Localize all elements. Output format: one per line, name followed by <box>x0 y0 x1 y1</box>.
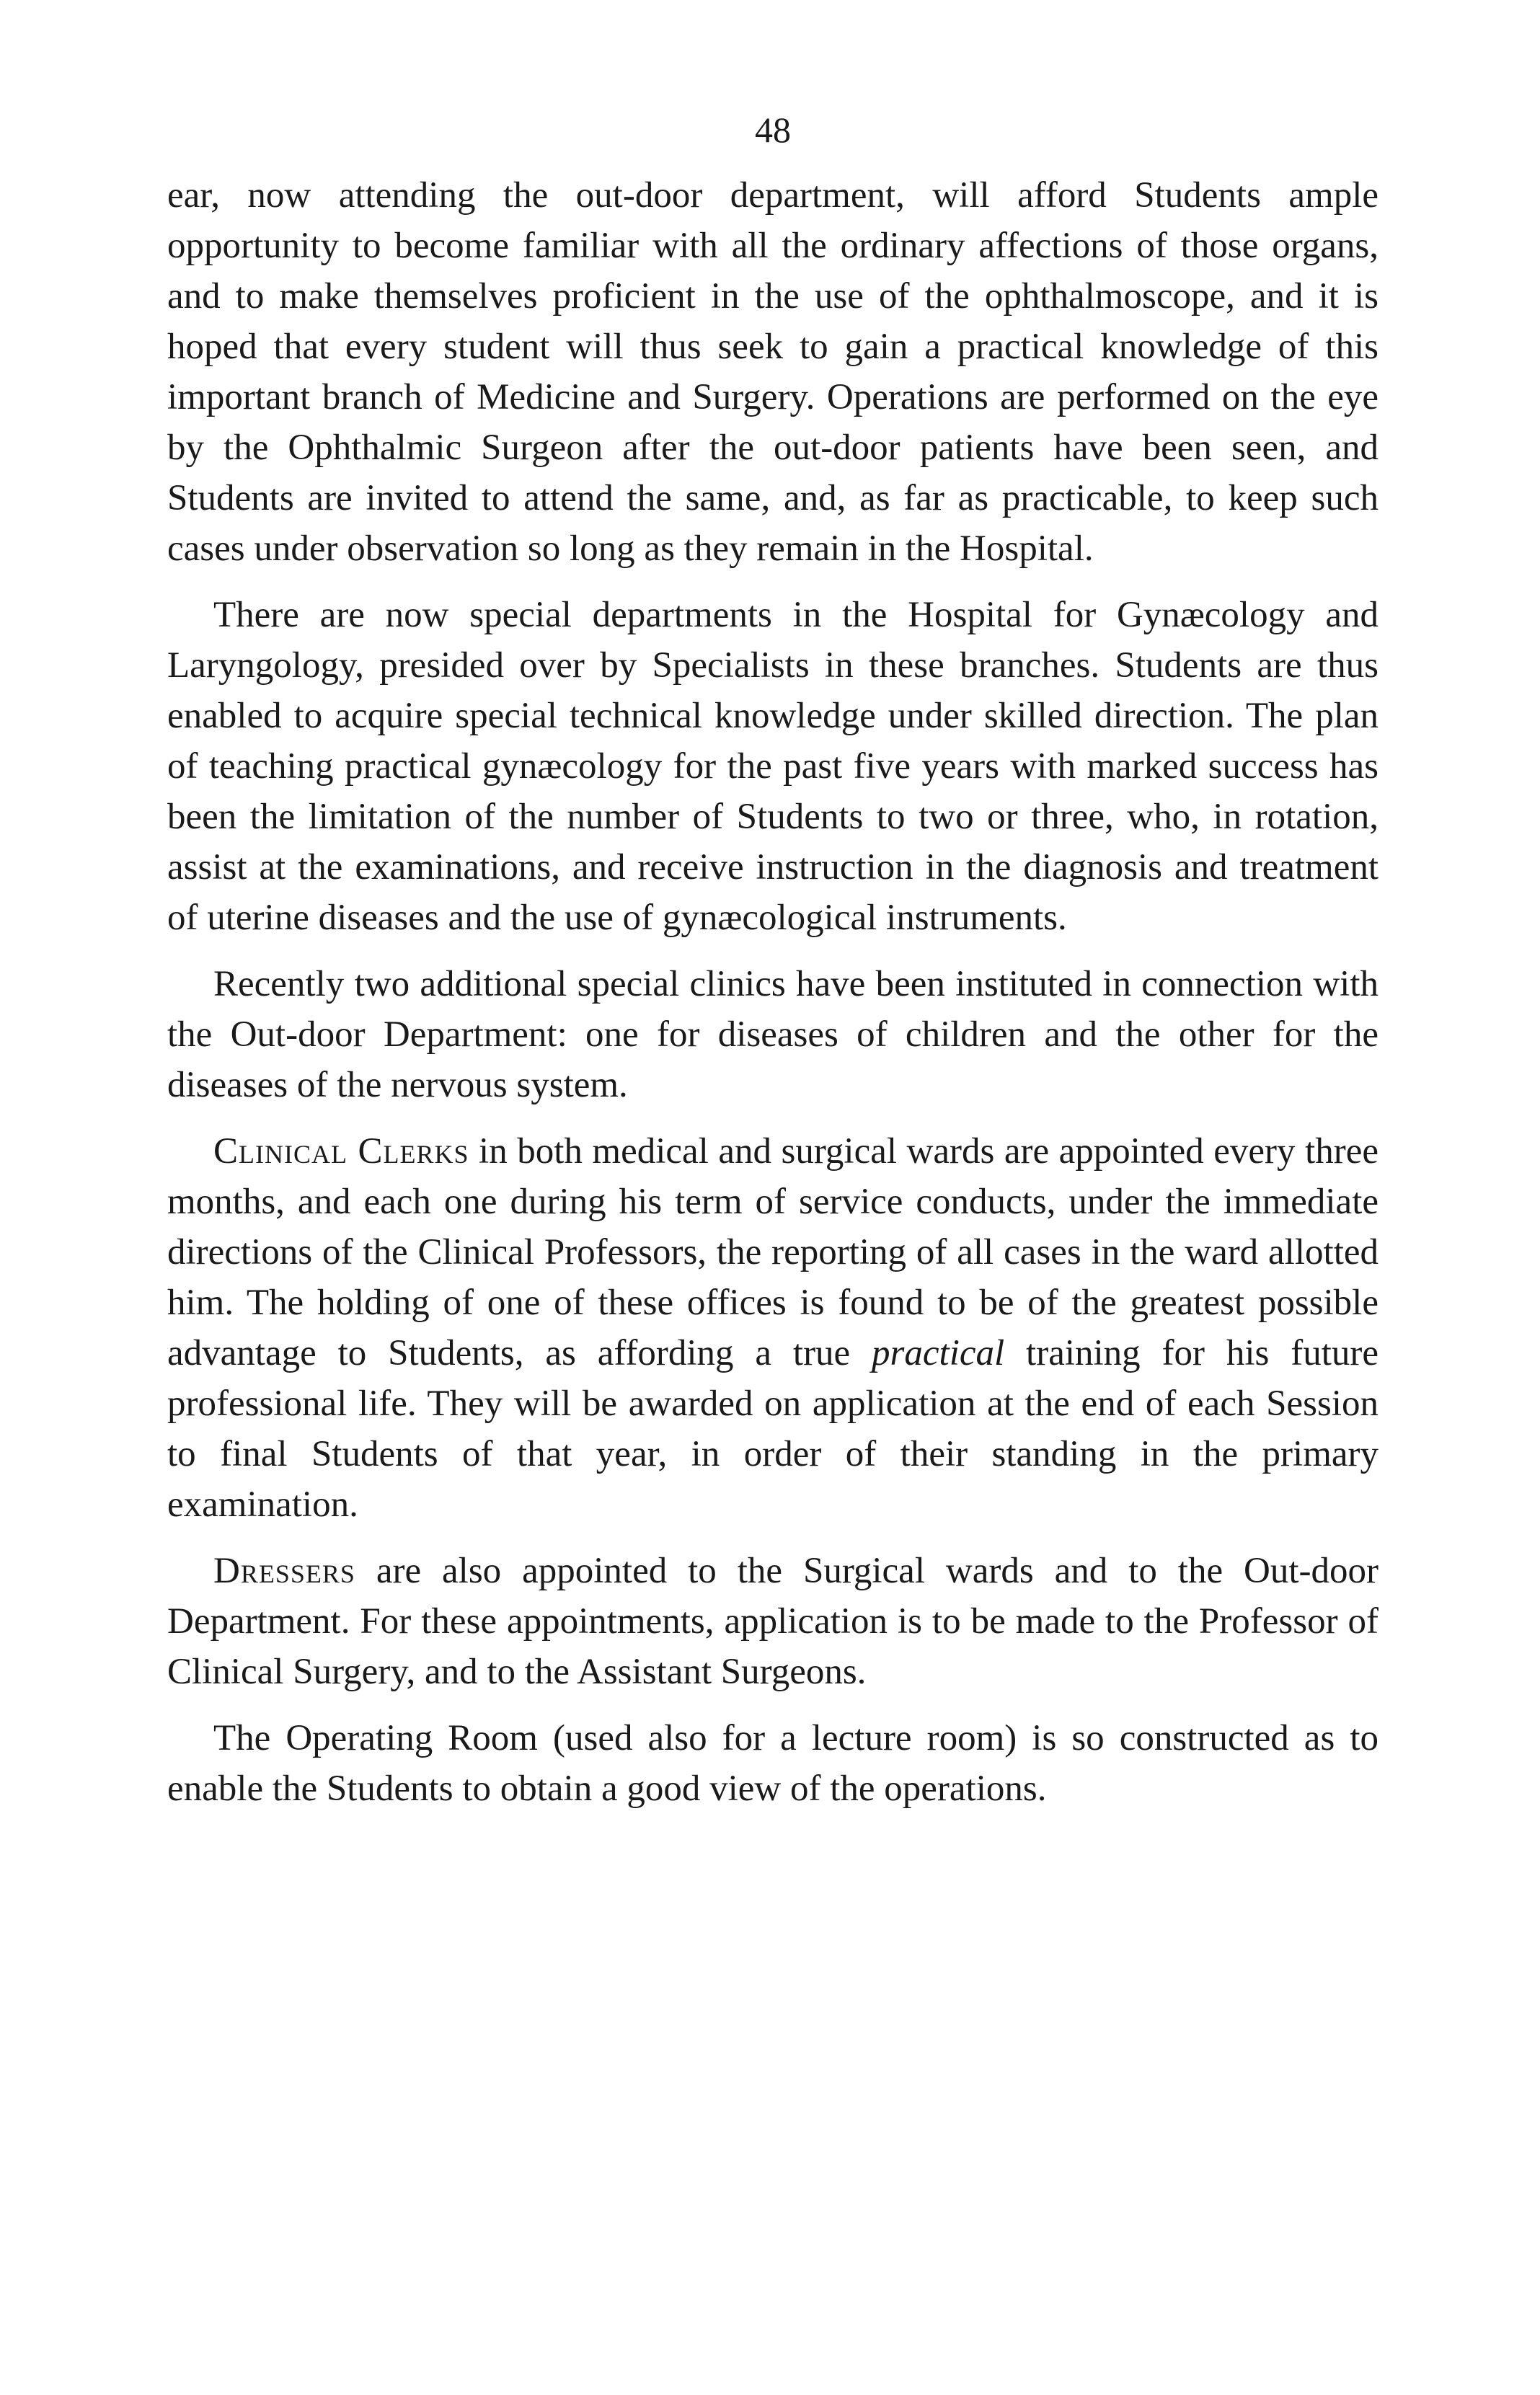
paragraph-operating-room: The Operating Room (used also for a lecture room) is so constructed as to enable the Students to obtain a good view of the operations. <box>167 1718 1379 1809</box>
paragraph-special-clinics: Recently two additional special clinics have been instituted in connection with the Out-door Department: one for diseases of children and the other for the diseases of the nervous system. <box>167 964 1379 1105</box>
paragraph-ophthalmic: ear, now attending the out-door department, will afford Students ample opportunity to become familiar with all the ordinary affections of those organs, and to make themselves proficient in the use of the ophthalmoscope, and it is hoped that every student will thus seek to gain a practical knowledge of this important branch of Medicine and Surgery. Operations are performed on the eye by the Ophthalmic Surgeon after the out-door patients have been seen, and Students are invited to attend the same, and, as far as practicable, to keep such cases under observation so long as they remain in the Hospital. <box>167 175 1379 569</box>
clinical-clerks-text-a: in both medical and surgical wards are appointed every three months, and each one during his term of service conducts, under the immediate directions of the Clinical Professors, the reporting of all cases in the ward allotted him. The holding of one of these offices is found to be of the greatest possible advantage to Students, as affording a true <box>167 1131 1379 1373</box>
practical-emphasis: practical <box>872 1333 1005 1373</box>
document-page <box>167 108 1379 1830</box>
paragraph-clinical-clerks <box>167 1126 1379 1530</box>
dressers-text: are also appointed to the Surgical wards and to the Out-door Department. For these appointments, application is to be made to the Professor of Clinical Surgery, and to the Assistant Surgeons. <box>167 1551 1379 1692</box>
paragraph-special-departments: There are now special departments in the Hospital for Gynæcology and Laryngology, presided over by Specialists in these branches. Students are thus enabled to acquire special technical knowledge under skilled direction. The plan of teaching practical gynæcology for the past five years with marked success has been the limitation of the number of Students to two or three, who, in rotation, assist at the examinations, and receive instruction in the diagnosis and treatment of uterine diseases and the use of gynæcological instruments. <box>167 595 1379 938</box>
paragraph-dressers <box>167 1546 1379 1697</box>
clinical-clerks-heading: Clinical Clerks <box>213 1131 469 1172</box>
dressers-heading: Dressers <box>213 1551 355 1591</box>
clinical-clerks-text-b: training for his future professional life. They will be awarded on application at the end of each Session to final Students of that year, in order of their standing in the primary examination. <box>167 1333 1379 1525</box>
page-number: 48 <box>755 110 791 150</box>
